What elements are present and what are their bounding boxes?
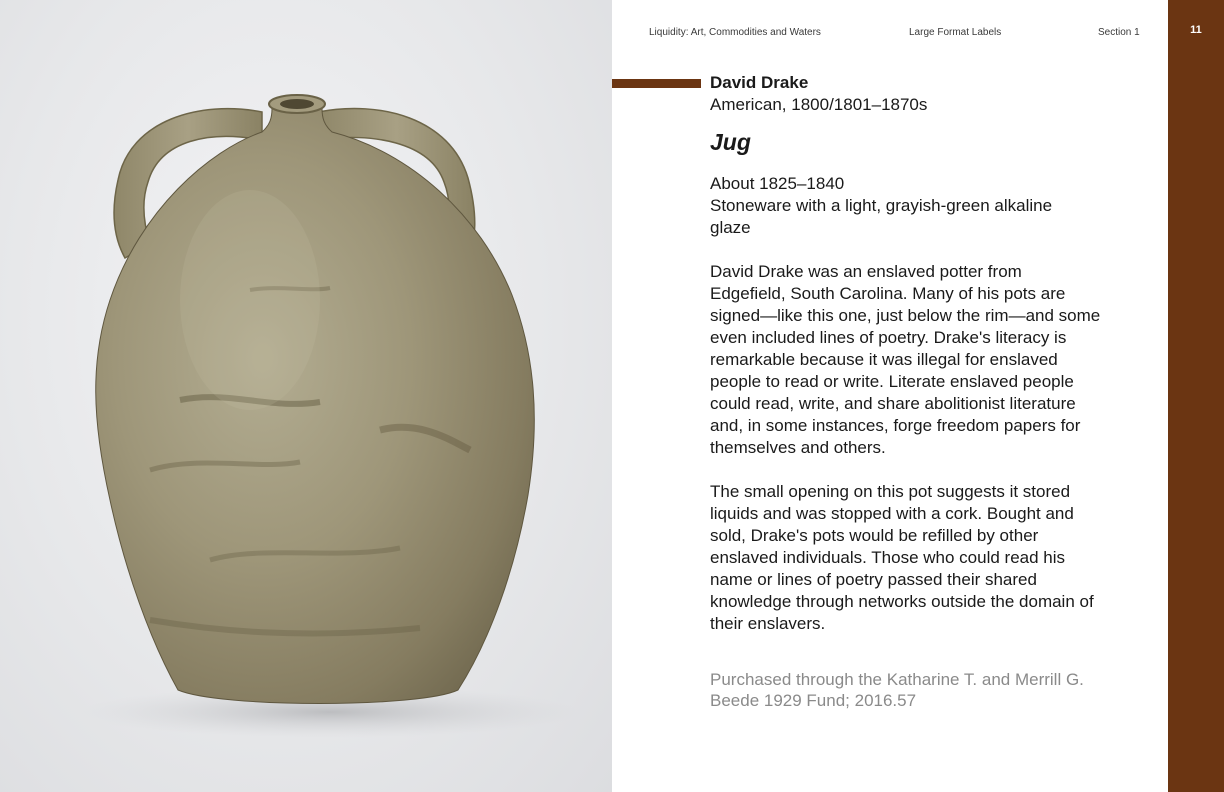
description-paragraph-1: David Drake was an enslaved potter from Edgefield, South Carolina. Many of his pots are signed—like this one, just below the rim—and some even included lines of poetry. Drake's literacy is remarkable because it was illegal for enslaved people to read or write. Literate enslaved people could read, write, and share abolitionist literature and, in some instances, forge freedom papers for themselves and others. xyxy=(710,262,1101,457)
credit-line: Purchased through the Katharine T. and Merrill G. Beede 1929 Fund; 2016.57 xyxy=(710,670,1084,710)
artist-name: David Drake xyxy=(710,73,809,92)
artwork-date: About 1825–1840 xyxy=(710,174,845,193)
label-text xyxy=(710,72,1130,711)
artist-nationality: American, 1800/1801–1870s xyxy=(710,95,928,114)
description-paragraph-2: The small opening on this pot suggests it stored liquids and was stopped with a cork. Bought and sold, Drake's pots would be refilled by other enslaved individuals. Those who could read his name or lines of poetry passed their shared knowledge through networks outside the domain of their enslavers. xyxy=(710,482,1094,633)
format-label: Large Format Labels xyxy=(909,27,1002,38)
page-number: 11 xyxy=(1190,24,1202,36)
accent-rule xyxy=(612,79,701,88)
artwork-title: Jug xyxy=(710,129,751,155)
publication-title: Liquidity: Art, Commodities and Waters xyxy=(649,27,821,38)
artwork-medium: Stoneware with a light, grayish-green alkaline glaze xyxy=(710,196,1053,237)
side-bar xyxy=(1168,0,1224,792)
section-label: Section 1 xyxy=(1098,27,1140,38)
